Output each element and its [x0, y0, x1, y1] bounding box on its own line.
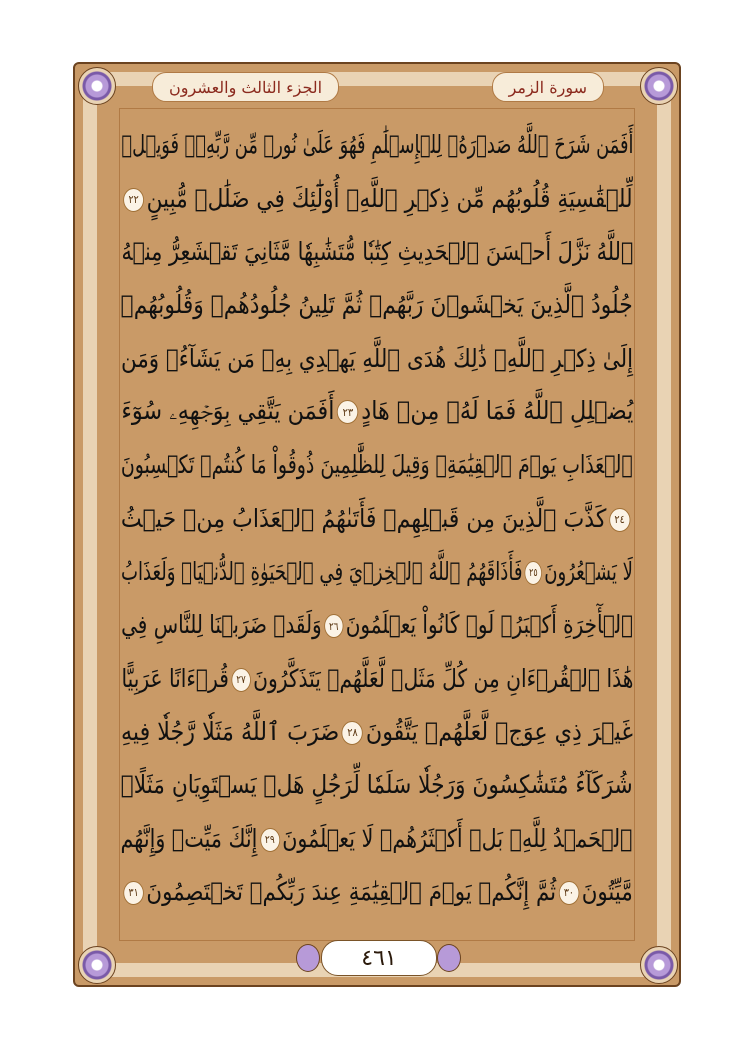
verse-text: قُرۡءَانًا عَرَبِيًّا	[121, 663, 229, 693]
verse-text: كَذَّبَ ٱلَّذِينَ مِن قَبۡلِهِمۡ فَأَتَىٰهُمُ ٱلۡعَذَابُ مِنۡ حَيۡثُ	[121, 503, 607, 533]
quran-line	[118, 178, 636, 218]
ayah-number-marker: ٢٧	[231, 668, 250, 692]
quran-line	[118, 605, 636, 645]
quran-line-text	[121, 717, 633, 746]
verse-text: ٱلۡحَمۡدُ لِلَّهِۚ بَلۡ أَكۡثَرُهُمۡ لَا يَعۡلَمُونَ	[282, 823, 633, 853]
quran-line	[118, 871, 636, 911]
quran-line-text	[121, 344, 633, 373]
quran-line	[118, 391, 636, 431]
ayah-number-marker: ٢٥	[525, 561, 542, 585]
quran-line	[118, 765, 636, 805]
ayah-number-marker: ٢٨	[342, 721, 363, 745]
verse-text: فَأَذَاقَهُمُ ٱللَّهُ ٱلۡخِزۡيَ فِي ٱلۡحَيَوٰةِ ٱلدُّنۡيَاۖ وَلَعَذَابُ	[121, 556, 523, 586]
ayah-number-marker: ٣١	[124, 881, 144, 905]
quran-line-text	[121, 770, 633, 799]
verse-text: ٱلۡعَذَابِ يَوۡمَ ٱلۡقِيَٰمَةِۚ وَقِيلَ لِلظَّٰلِمِينَ ذُوقُواْ مَا كُنتُمۡ تَكۡسِبُونَ	[120, 450, 633, 480]
page-header	[152, 70, 604, 104]
verse-text: يُضۡلِلِ ٱللَّهُ فَمَا لَهُۥ مِنۡ هَادٍ	[360, 396, 633, 426]
quran-line	[118, 231, 636, 271]
verse-text: جُلُودُ ٱلَّذِينَ يَخۡشَوۡنَ رَبَّهُمۡ ثُمَّ تَلِينُ جُلُودُهُمۡ وَقُلُوبُهُمۡ	[120, 290, 633, 320]
verse-text: أَفَمَن شَرَحَ ٱللَّهُ صَدۡرَهُۥ لِلۡإِسۡلَٰمِ فَهُوَ عَلَىٰ نُورٖ مِّن رَّبِّهِۦۚ فَوَيۡلٞ	[120, 130, 633, 160]
corner-ornament-icon	[78, 946, 116, 984]
quran-line-text	[121, 610, 633, 639]
verse-text: وَلَقَدۡ ضَرَبۡنَا لِلنَّاسِ فِي	[121, 610, 322, 640]
verse-text: مَّيِّتُونَ	[581, 876, 633, 906]
quran-line-text	[121, 557, 633, 586]
verse-text: ضَرَبَ ٱللَّهُ مَثَلٗا رَّجُلٗا فِيهِ	[121, 716, 340, 746]
verse-text: هَٰذَا ٱلۡقُرۡءَانِ مِن كُلِّ مَثَلٖ لَّعَلَّهُمۡ يَتَذَكَّرُونَ	[252, 663, 633, 693]
page-number-ornament-icon	[437, 944, 461, 972]
quran-line-text	[121, 396, 633, 426]
verse-text: إِلَىٰ ذِكۡرِ ٱللَّهِۚ ذَٰلِكَ هُدَى ٱللَّهِ يَهۡدِي بِهِۦ مَن يَشَآءُۚ وَمَن	[121, 343, 633, 373]
verse-text: شُرَكَآءُ مُتَشَٰكِسُونَ وَرَجُلٗا سَلَمٗا لِّرَجُلٍ هَلۡ يَسۡتَوِيَانِ مَثَلًاۚ	[120, 770, 633, 800]
quran-line-text	[121, 504, 633, 533]
verse-text: غَيۡرَ ذِي عِوَجٖ لَّعَلَّهُمۡ يَتَّقُونَ	[365, 716, 633, 746]
ayah-number-marker: ٢٣	[337, 400, 358, 424]
juz-label: الجزء الثالث والعشرون	[152, 72, 339, 102]
quran-line	[118, 125, 636, 165]
quran-line	[118, 711, 636, 751]
verse-text: ٱلۡأٓخِرَةِ أَكۡبَرُۚ لَوۡ كَانُواْ يَعۡلَمُونَ	[345, 610, 633, 640]
quran-text-block	[118, 118, 636, 918]
ayah-number-marker: ٢٩	[260, 828, 280, 852]
quran-line-text	[121, 664, 633, 693]
quran-line	[118, 338, 636, 378]
page-number-ornament-icon	[296, 944, 320, 972]
quran-line	[118, 818, 636, 858]
quran-line-text	[121, 237, 633, 266]
ayah-number-marker: ٢٢	[124, 188, 145, 212]
verse-text: لَا يَشۡعُرُونَ	[544, 556, 633, 586]
quran-line-text	[121, 877, 633, 906]
ayah-number-marker: ٢٤	[609, 508, 630, 532]
verse-text: ٱللَّهُ نَزَّلَ أَحۡسَنَ ٱلۡحَدِيثِ كِتَٰبٗا مُّتَشَٰبِهٗا مَّثَانِيَ تَقۡشَعِرُّ مِنۡهُ	[121, 236, 633, 266]
quran-line-text	[121, 184, 633, 213]
quran-line	[118, 498, 636, 538]
corner-ornament-icon	[640, 67, 678, 105]
verse-text: أَفَمَن يَتَّقِي بِوَجۡهِهِۦ سُوٓءَ	[120, 396, 335, 426]
ayah-number-marker: ٣٠	[559, 881, 579, 905]
corner-ornament-icon	[78, 67, 116, 105]
corner-ornament-icon	[640, 946, 678, 984]
quran-line-text	[121, 450, 633, 479]
verse-text: لِّلۡقَٰسِيَةِ قُلُوبُهُم مِّن ذِكۡرِ ٱللَّهِۚ أُوْلَٰٓئِكَ فِي ضَلَٰلٖ مُّبِينٍ	[146, 183, 633, 213]
surah-label: سورة الزمر	[492, 72, 604, 102]
quran-line	[118, 658, 636, 698]
quran-line-text	[121, 290, 633, 319]
ayah-number-marker: ٢٦	[324, 614, 343, 638]
verse-text: إِنَّكَ مَيِّتٞ وَإِنَّهُم	[121, 823, 258, 853]
verse-text: ثُمَّ إِنَّكُمۡ يَوۡمَ ٱلۡقِيَٰمَةِ عِندَ رَبِّكُمۡ تَخۡتَصِمُونَ	[146, 876, 557, 906]
quran-line	[118, 445, 636, 485]
quran-line-text	[121, 130, 633, 159]
page-number: ٤٦١	[321, 940, 437, 976]
quran-line	[118, 285, 636, 325]
quran-line-text	[121, 824, 633, 853]
quran-line	[118, 551, 636, 591]
